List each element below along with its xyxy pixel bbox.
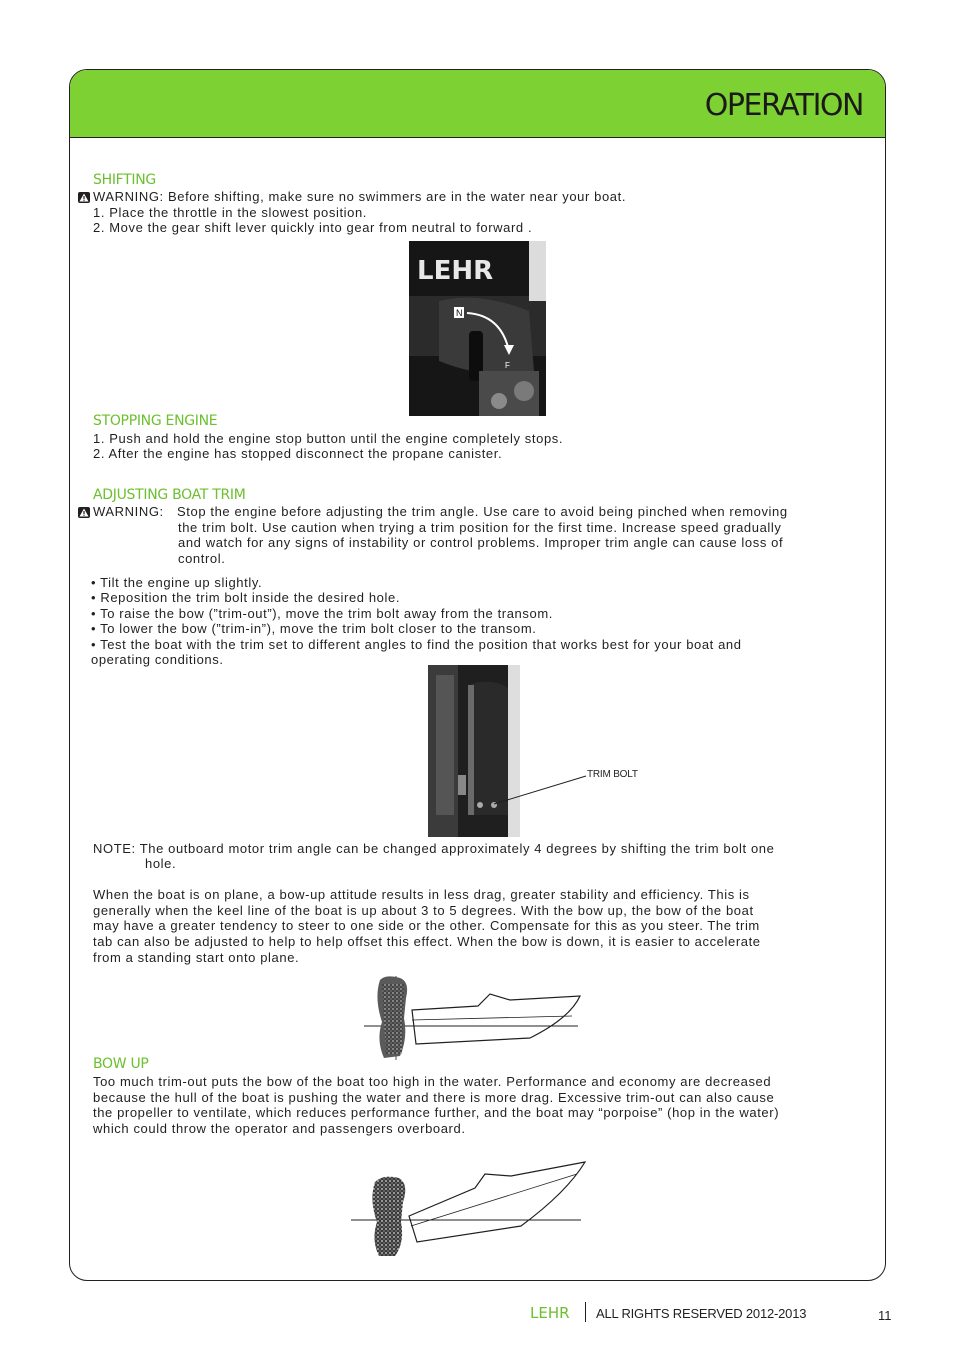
plane-paragraph-line: tab can also be adjusted to help to help offset this effect. When the bow is down, it is easier to accelerate	[93, 934, 761, 949]
trim-bullet: operating conditions.	[91, 652, 224, 667]
trim-warning-label: WARNING:	[93, 504, 164, 519]
plane-paragraph-line: from a standing start onto plane.	[93, 950, 300, 965]
warning-icon	[78, 192, 90, 203]
trim-warning-line: Stop the engine before adjusting the trim angle. Use care to avoid being pinched when removing	[177, 504, 788, 519]
warning-icon	[78, 507, 90, 518]
stopping-step-2: 2. After the engine has stopped disconnect the propane canister.	[93, 446, 503, 461]
trim-bolt-pointer	[490, 770, 590, 810]
boat-level-diagram	[360, 968, 592, 1064]
plane-paragraph-line: generally when the keel line of the boat is up about 3 to 5 degrees. With the bow up, the bow of the boat	[93, 903, 754, 918]
trim-bullet: • To lower the bow (”trim-in”), move the trim bolt closer to the transom.	[91, 621, 537, 636]
bow-up-line: Too much trim-out puts the bow of the boat too high in the water. Performance and economy are decreased	[93, 1074, 772, 1089]
trim-note-continued: hole.	[145, 856, 177, 871]
shifting-warning: WARNING: Before shifting, make sure no swimmers are in the water near your boat.	[93, 189, 627, 204]
page-number: 11	[878, 1308, 892, 1323]
photo-brand-text: LEHR	[417, 256, 494, 286]
bow-up-heading: BOW UP	[93, 1056, 149, 1072]
bow-up-line: because the hull of the boat is pushing the water and there is more drag. Excessive trim-out can also cause	[93, 1090, 775, 1105]
trim-bolt-label: TRIM BOLT	[587, 769, 638, 780]
trim-note: NOTE: The outboard motor trim angle can be changed approximately 4 degrees by shifting the trim bolt one	[93, 841, 775, 856]
footer-brand: LEHR	[530, 1304, 570, 1322]
trim-warning-line: and watch for any signs of instability or control problems. Improper trim angle can cause loss of	[178, 535, 784, 550]
header-band	[70, 70, 885, 138]
shifting-heading: SHIFTING	[93, 172, 156, 188]
boat-bow-up-diagram	[345, 1152, 595, 1264]
shifting-step-2: 2. Move the gear shift lever quickly into gear from neutral to forward .	[93, 220, 533, 235]
trim-bullet: • Tilt the engine up slightly.	[91, 575, 263, 590]
plane-paragraph-line: When the boat is on plane, a bow-up attitude results in less drag, greater stability and efficiency. This is	[93, 887, 750, 902]
footer-rights: ALL RIGHTS RESERVED 2012-2013	[596, 1306, 807, 1321]
gear-shift-photo	[409, 241, 546, 416]
page-title: OPERATION	[704, 88, 863, 123]
plane-paragraph-line: may have a greater tendency to steer to one side or the other. Compensate for this as you steer. The trim	[93, 918, 760, 933]
bow-up-line: which could throw the operator and passengers overboard.	[93, 1121, 466, 1136]
trim-bullet: • Test the boat with the trim set to different angles to find the position that works best for your boat and	[91, 637, 742, 652]
stopping-heading: STOPPING ENGINE	[93, 413, 218, 429]
trim-warning-line: control.	[178, 551, 226, 566]
marker-f: F	[505, 361, 510, 370]
shifting-step-1: 1. Place the throttle in the slowest position.	[93, 205, 368, 220]
trim-bolt-photo	[428, 665, 520, 837]
stopping-step-1: 1. Push and hold the engine stop button until the engine completely stops.	[93, 431, 564, 446]
bow-up-line: the propeller to ventilate, which reduces performance further, and the boat may “porpoise” (hop in the water)	[93, 1105, 780, 1120]
trim-bullet: • Reposition the trim bolt inside the desired hole.	[91, 590, 401, 605]
footer-separator	[585, 1302, 586, 1322]
trim-bullet: • To raise the bow (”trim-out”), move the trim bolt away from the transom.	[91, 606, 553, 621]
trim-warning-line: the trim bolt. Use caution when trying a trim position for the first time. Increase speed gradually	[178, 520, 782, 535]
trim-heading: ADJUSTING BOAT TRIM	[93, 487, 246, 503]
marker-n: N	[456, 308, 463, 318]
